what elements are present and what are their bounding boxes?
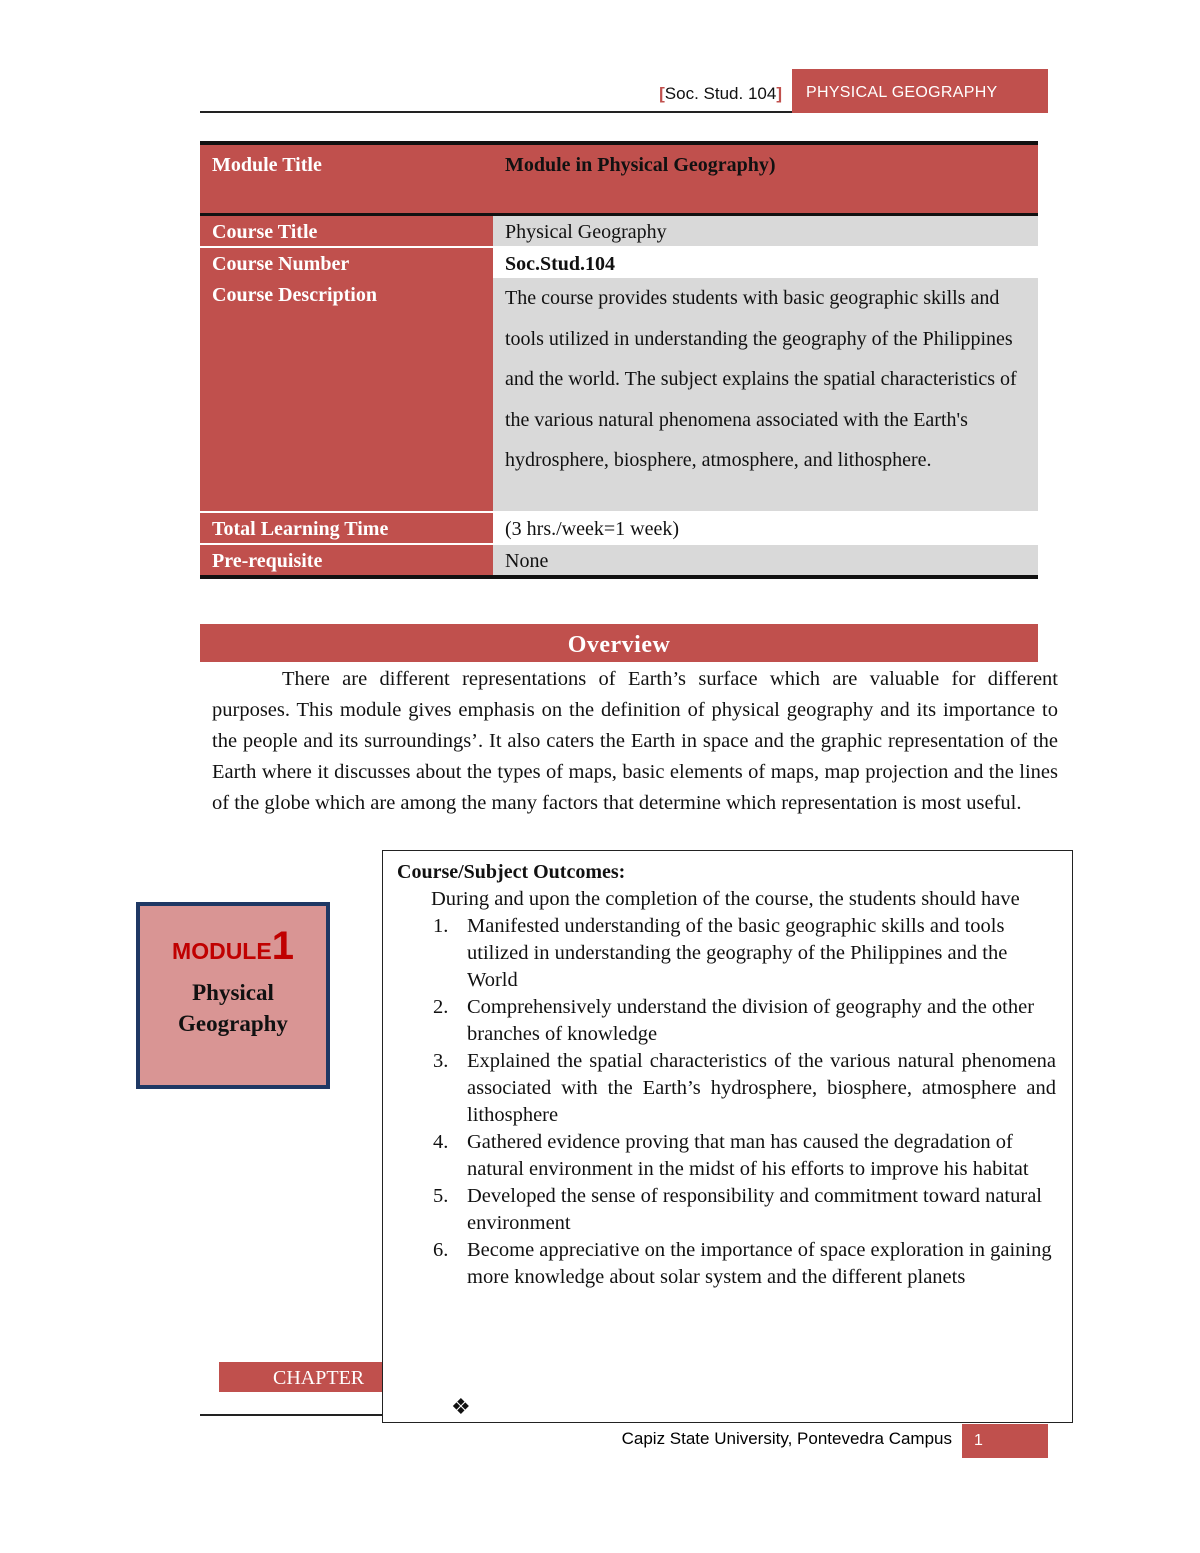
learning-time-label: Total Learning Time xyxy=(200,513,493,543)
module-number: 1 xyxy=(271,924,294,968)
item-number: 5. xyxy=(433,1185,449,1207)
diamond-bullet-icon: ❖ xyxy=(451,1394,471,1419)
item-text: Explained the spatial characteristics of the various natural phenomena associated with the Earth’s hydrosphere, biosphere, atmosphere and lithosphere xyxy=(467,1050,1056,1126)
learning-time-row xyxy=(200,513,1038,543)
item-number: 4. xyxy=(433,1131,449,1153)
course-title-row xyxy=(200,216,1038,246)
list-item xyxy=(397,1183,1056,1237)
outcomes-box xyxy=(382,850,1073,1423)
page-number: 1 xyxy=(962,1424,1048,1458)
course-description-row xyxy=(200,278,1038,511)
module-box xyxy=(136,902,330,1089)
overview-text: There are different representations of Earth’s surface which are valuable for different purposes. This module gives emphasis on the definition of physical geography and its importance to the people and its surroundings’. It also caters the Earth in space and the graphic representation of the Earth where it discusses about the types of maps, basic elements of maps, map projection and the lines of the globe which are among the many factors that determine which representation is most useful. xyxy=(212,668,1058,814)
item-text: Become appreciative on the importance of space exploration in gaining more knowledge about solar system and the different planets xyxy=(467,1239,1052,1288)
module-title-row xyxy=(200,145,1038,213)
overview-paragraph xyxy=(212,664,1058,819)
module-word: MODULE xyxy=(172,938,272,964)
header-subject-banner: PHYSICAL GEOGRAPHY xyxy=(792,69,1048,113)
course-number-value: Soc.Stud.104 xyxy=(493,248,1038,278)
module-label xyxy=(140,924,326,977)
list-item xyxy=(397,994,1056,1048)
list-item xyxy=(397,1048,1056,1129)
item-text: Gathered evidence proving that man has caused the degradation of natural environment in the midst of his efforts to improve his habitat xyxy=(467,1131,1029,1180)
bracket-open: [ xyxy=(659,84,665,103)
course-number-label: Course Number xyxy=(200,248,493,278)
course-title-value: Physical Geography xyxy=(493,216,1038,246)
overview-heading: Overview xyxy=(200,624,1038,662)
item-text: Manifested understanding of the basic geographic skills and tools utilized in understanding the geography of the Philippines and the World xyxy=(467,915,1008,991)
module-title-value: Module in Physical Geography) xyxy=(505,154,776,176)
prerequisite-value: None xyxy=(493,545,1038,575)
course-number-row xyxy=(200,248,1038,278)
outcomes-intro: During and upon the completion of the course, the students should have xyxy=(431,888,1020,910)
item-number: 3. xyxy=(433,1050,449,1072)
table-bottom-border xyxy=(200,575,1038,579)
prerequisite-row xyxy=(200,545,1038,575)
prerequisite-label: Pre-requisite xyxy=(200,545,493,575)
course-code-text: Soc. Stud. 104 xyxy=(664,84,777,103)
module-title-line2: Geography xyxy=(178,1011,288,1036)
bracket-close: ] xyxy=(776,84,782,103)
header-rule xyxy=(200,111,792,113)
module-title-line1: Physical xyxy=(192,980,274,1005)
list-item xyxy=(397,1129,1056,1183)
item-number: 2. xyxy=(433,996,449,1018)
outcomes-title: Course/Subject Outcomes: xyxy=(397,861,626,883)
item-text: Developed the sense of responsibility and commitment toward natural environment xyxy=(467,1185,1042,1234)
course-description-value: The course provides students with basic geographic skills and tools utilized in understanding the geography of the Philippines and the world. The subject explains the spatial characteristics of the various natural phenomena associated with the Earth's hydrosphere, biosphere, atmosphere, and lithosphere. xyxy=(493,278,1038,511)
item-number: 1. xyxy=(433,915,449,937)
item-number: 6. xyxy=(433,1239,449,1261)
footer-university: Capiz State University, Pontevedra Campus xyxy=(621,1429,952,1448)
item-text: Comprehensively understand the division of geography and the other branches of knowledge xyxy=(467,996,1035,1045)
course-title-label: Course Title xyxy=(200,216,493,246)
module-title-label: Module Title xyxy=(200,145,493,213)
list-item xyxy=(397,913,1056,994)
list-item xyxy=(397,1237,1056,1291)
header-course-code xyxy=(560,80,782,108)
course-description-label: Course Description xyxy=(200,278,493,511)
learning-time-value: (3 hrs./week=1 week) xyxy=(493,513,1038,543)
outcomes-list xyxy=(397,913,1056,1291)
chapter-bar: CHAPTER xyxy=(219,1362,519,1392)
